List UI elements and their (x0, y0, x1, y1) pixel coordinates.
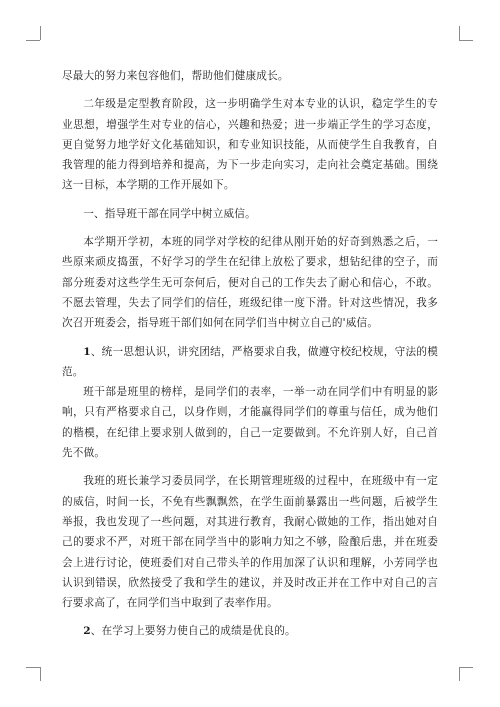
point-number: 1 (83, 345, 91, 358)
crop-mark-bottom-left-h (26, 667, 40, 668)
point-text: 、统一思想认识，讲究团结，严格要求自我，做遵守校纪校规，守法的模范。 (62, 345, 438, 378)
crop-mark-bottom-right-h (459, 667, 473, 668)
crop-mark-top-right-v (459, 26, 460, 40)
section-heading: 一、指导班干部在同学中树立威信。 (83, 207, 256, 220)
paragraph: 尽最大的努力来包容他们，帮助他们健康成长。 (62, 70, 289, 82)
paragraph: 我班的班长兼学习委员同学，在长期管理班级的过程中，在班级中有一定的威信，时间一长，不免有些飘飘然，在学生面前暴露出一些问题，后被学生举报，我也发现了一些问题，对其进行教育，我耐心做她的工作，指出她对自己的要求不严，对班干部在同学当中的影响力知之不够，险酿后患，并在班委会上进行讨论，使班委们对自己带头羊的作用加深了认识和理解，小芳同学也认识到错误，欣然接受了我和学生的建议，并及时改正并在工作中对自己的言行要求高了，在同学们当中取到了表率作用。 (62, 475, 438, 610)
crop-mark-top-left-h (26, 40, 40, 41)
paragraph: 二年级是定型教育阶段，这一步明确学生对本专业的认识，稳定学生的专业思想，增强学生对专业的信心，兴趣和热爱；进一步端正学生的学习态度，更自觉努力地学好文化基础知识，和专业知识技能，从而使学生自我教育，自我管理的能力得到培养和提高，为下一步走向实习，走向社会奠定基础。围绕这一目标，本学期的工作开展如下。 (62, 98, 438, 192)
numbered-point (62, 342, 438, 383)
point-number: 2 (83, 625, 91, 638)
paragraph: 班干部是班里的榜样，是同学们的表率，一举一动在同学们中有明显的影响，只有严格要求自己，以身作则，才能赢得同学们的尊重与信任，成为他们的楷模，在纪律上要求别人做到的，自己一定要做到。不允许别人好，自己首先不做。 (62, 386, 438, 460)
document-body (62, 66, 438, 642)
crop-mark-top-right-h (459, 40, 473, 41)
paragraph: 本学期开学初，本班的同学对学校的纪律从刚开始的好奇到熟悉之后，一些原来顽皮捣蛋，不好学习的学生在纪律上放松了要求，想钻纪律的空子，而部分班委对这些学生无可奈何后，便对自己的工作失去了耐心和信心，不敢。不愿去管理，失去了同学们的信任，班级纪律一度下滑。针对这些情况，我多次召开班委会，指导班干部们如何在同学们当中树立自己的'威信。 (62, 236, 438, 330)
crop-mark-bottom-left-v (40, 667, 41, 681)
crop-mark-bottom-right-v (459, 667, 460, 681)
numbered-point (62, 621, 438, 641)
crop-mark-top-left-v (40, 26, 41, 40)
point-text: 、在学习上要努力使自己的成绩是优良的。 (90, 625, 296, 638)
